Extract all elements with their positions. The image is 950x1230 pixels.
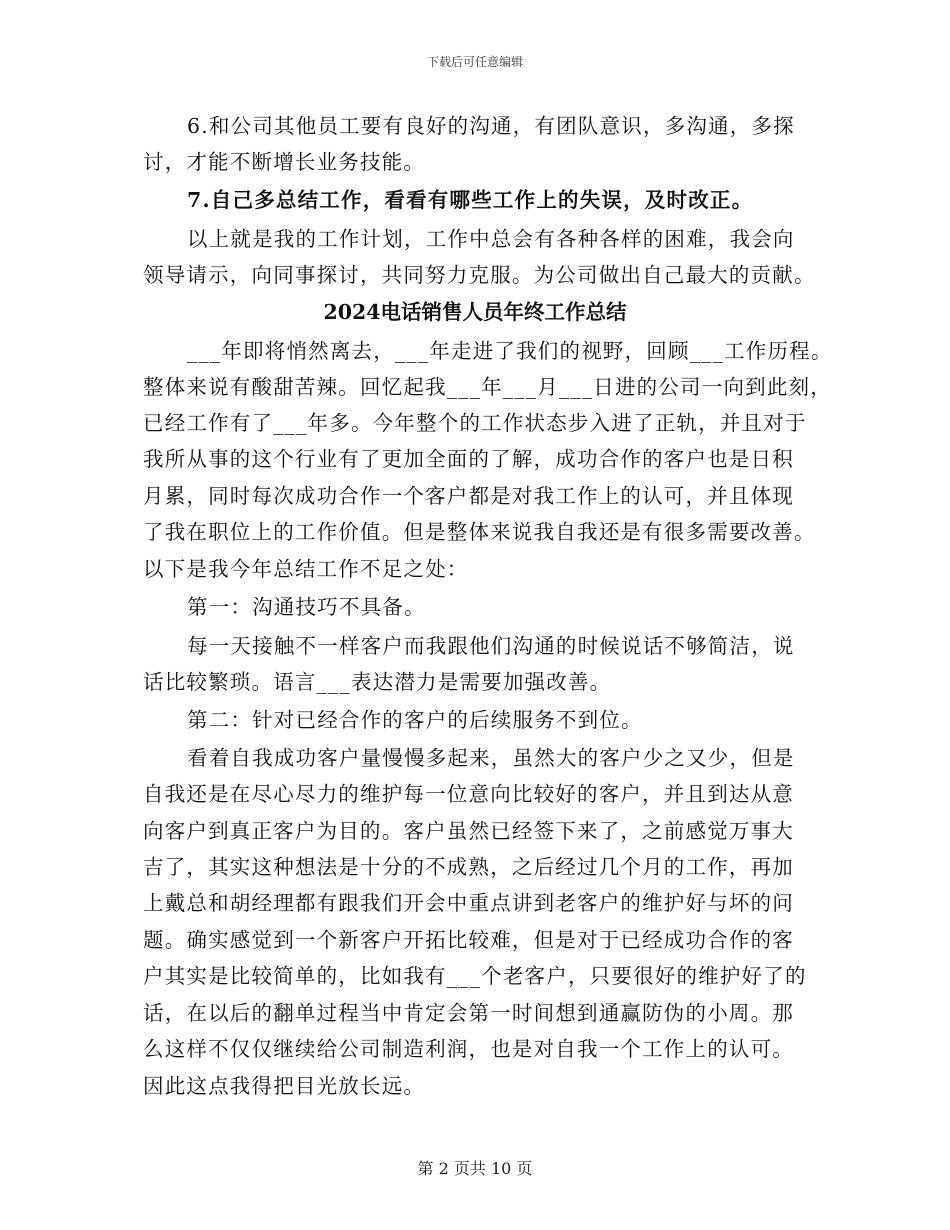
paragraph-1-line-5: 月累，同时每次成功合作一个客户都是对我工作上的认可，并且体现	[143, 484, 794, 508]
paragraph-1-line-4: 我所从事的这个行业有了更加全面的了解，成功合作的客户也是日积	[143, 447, 794, 471]
heading-point-2: 第二：针对已经合作的客户的后续服务不到位。	[187, 708, 643, 732]
paragraph-2-line-1: 每一天接触不一样客户而我跟他们沟通的时候说话不够简洁，说	[187, 634, 795, 658]
paragraph-3-line-6: 题。确实感觉到一个新客户开拓比较难，但是对于已经成功合作的客	[143, 928, 794, 952]
paragraph-3-line-7: 户其实是比较简单的，比如我有___个老客户，只要很好的维护好了的	[143, 964, 807, 988]
paragraph-3-line-1: 看着自我成功客户量慢慢多起来，虽然大的客户少之又少，但是	[187, 746, 795, 770]
paragraph-1-line-1: ___年即将悄然离去，___年走进了我们的视野，回顾___工作历程。	[187, 339, 833, 363]
paragraph-1-line-7: 以下是我今年总结工作不足之处：	[143, 557, 469, 581]
closing-line-1: 以上就是我的工作计划，工作中总会有各种各样的困难，我会向	[187, 227, 795, 251]
paragraph-3-line-2: 自我还是在尽心尽力的维护每一位意向比较好的客户，并且到达从意	[143, 782, 794, 806]
heading-point-1: 第一：沟通技巧不具备。	[187, 595, 426, 619]
item-7-bold: 7.自己多总结工作，看看有哪些工作上的失误，及时改正。	[187, 188, 754, 212]
item-6-line-2: 讨，才能不断增长业务技能。	[143, 150, 426, 174]
item-6-line-1: 6.和公司其他员工要有良好的沟通，有团队意识，多沟通，多探	[187, 114, 795, 138]
paragraph-1-line-3: 已经工作有了___年多。今年整个的工作状态步入进了正轨，并且对于	[143, 411, 807, 435]
page-header: 下载后可任意编辑	[426, 55, 523, 69]
section-title: 2024电话销售人员年终工作总结	[323, 300, 627, 324]
paragraph-1-line-6: 了我在职位上的工作价值。但是整体来说我自我还是有很多需要改善。	[143, 520, 816, 544]
paragraph-3-line-8: 话，在以后的翻单过程当中肯定会第一时间想到通赢防伪的小周。那	[143, 1001, 794, 1025]
paragraph-3-line-10: 因此这点我得把目光放长远。	[143, 1074, 426, 1098]
paragraph-3-line-5: 上戴总和胡经理都有跟我们开会中重点讲到老客户的维护好与坏的问	[143, 891, 794, 915]
paragraph-3-line-9: 么这样不仅仅继续给公司制造利润，也是对自我一个工作上的认可。	[143, 1037, 794, 1061]
paragraph-3-line-4: 吉了，其实这种想法是十分的不成熟，之后经过几个月的工作，再加	[143, 855, 794, 879]
paragraph-1-line-2: 整体来说有酸甜苦辣。回忆起我___年___月___日进的公司一向到此刻，	[143, 375, 832, 399]
paragraph-3-line-3: 向客户到真正客户为目的。客户虽然已经签下来了，之前感觉万事大	[143, 819, 794, 843]
closing-line-2: 领导请示，向同事探讨，共同努力克服。为公司做出自己最大的贡献。	[143, 263, 816, 287]
page-footer: 第 2 页共 10 页	[417, 1159, 533, 1178]
paragraph-2-line-2: 话比较繁琐。语言___表达潜力是需要加强改善。	[143, 670, 612, 694]
